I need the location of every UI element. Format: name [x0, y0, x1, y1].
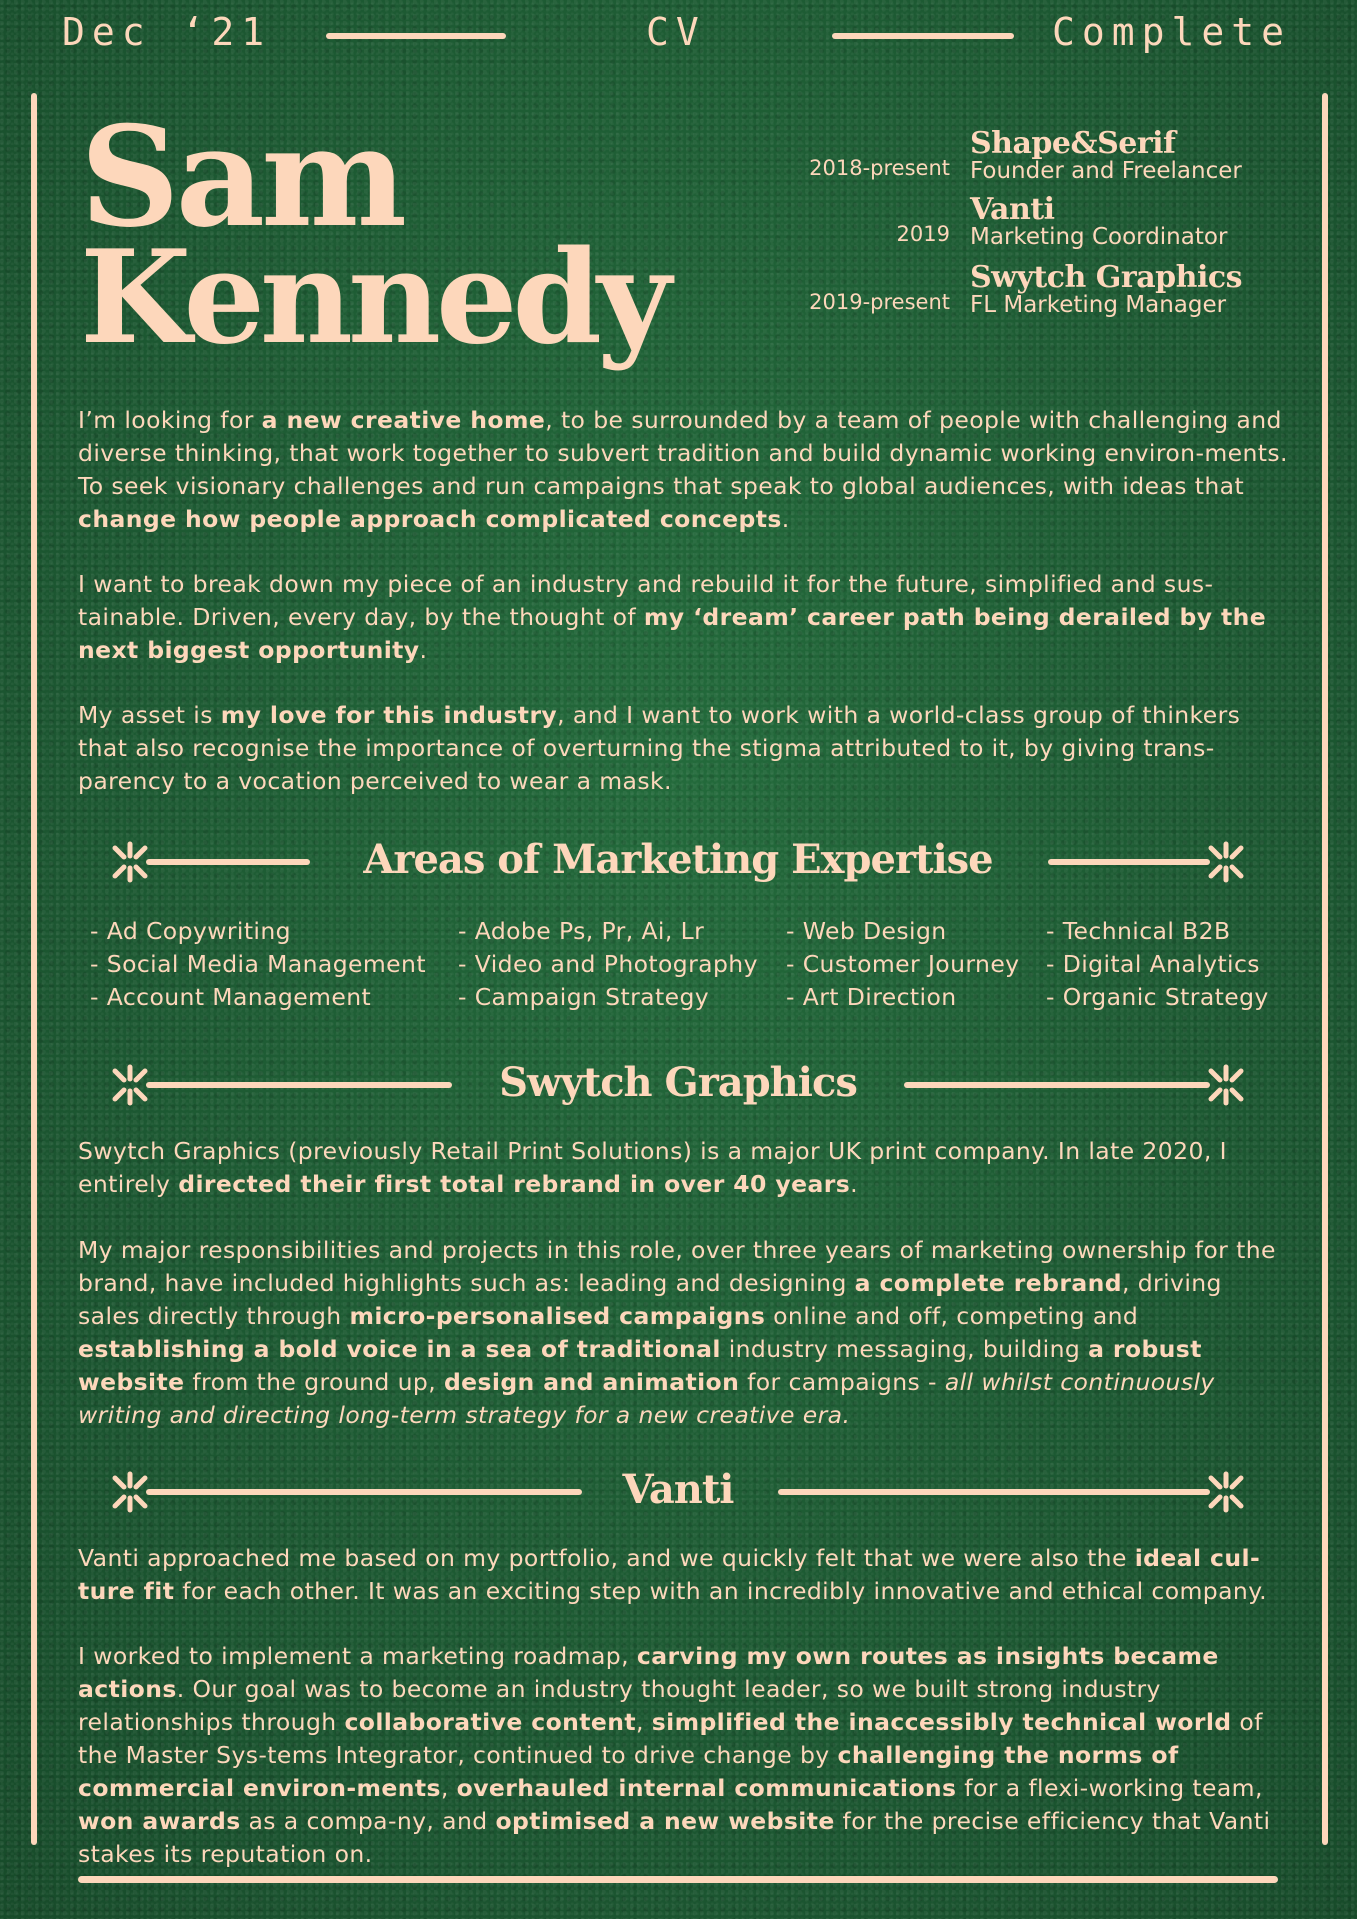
job-company: Swytch Graphics	[970, 260, 1243, 295]
text-emphasis: a new creative home	[261, 406, 546, 434]
list-item: - Ad Copywriting	[90, 917, 291, 945]
sparkle-icon	[1206, 840, 1246, 884]
job-entry	[700, 128, 1260, 190]
text-emphasis: my ‘dream’ career path being derailed by the next biggest opportunity	[78, 603, 1267, 664]
list-item: - Adobe Ps, Pr, Ai, Lr	[458, 917, 705, 945]
text-emphasis: simplified the inaccessibly technical world	[651, 1708, 1232, 1736]
vanti-paragraph-2	[78, 1640, 1288, 1871]
intro-paragraph-1	[78, 404, 1288, 536]
job-company: Vanti	[970, 192, 1055, 227]
text-emphasis: collaborative content	[344, 1708, 636, 1736]
job-role: Marketing Coordinator	[970, 224, 1228, 250]
job-role: FL Marketing Manager	[970, 292, 1227, 318]
skills-list	[90, 915, 1290, 1015]
section-title: Areas of Marketing Expertise	[363, 836, 993, 883]
text-run: . Our goal was to become an industry thought leader, so we built strong industry relationships through	[78, 1675, 1161, 1736]
skills-column	[458, 915, 758, 1014]
sparkle-icon	[1206, 1470, 1246, 1514]
job-entry	[700, 194, 1260, 256]
list-item: - Art Direction	[786, 983, 957, 1011]
job-years: 2019-present	[809, 290, 950, 314]
frame-bottom-line	[78, 1876, 1278, 1883]
text-emphasis: optimised a new website	[495, 1807, 835, 1835]
text-emphasis: design and animation	[443, 1368, 740, 1396]
job-role: Founder and Freelancer	[970, 158, 1242, 184]
text-run: Vanti approached me based on my portfolio, and we quickly felt that we were also the	[78, 1544, 1135, 1572]
text-run: for each other. It was an exciting step with an incredibly innovative and ethical company.	[174, 1577, 1268, 1605]
text-emphasis: overhauled internal communications	[456, 1774, 957, 1802]
text-emphasis: establishing a bold voice in a sea of traditional	[78, 1335, 721, 1363]
list-item: - Social Media Management	[90, 950, 426, 978]
text-run: ,	[440, 1774, 457, 1802]
skills-column	[786, 915, 1019, 1014]
text-run: .	[781, 505, 790, 533]
text-run: from the ground up,	[184, 1368, 444, 1396]
top-divider-right	[832, 33, 1014, 39]
text-run: for a flexi-working team,	[956, 1774, 1263, 1802]
skills-column	[90, 915, 426, 1014]
section-title: Vanti	[622, 1466, 734, 1513]
text-run: .	[419, 636, 428, 664]
date-label: Dec ‘21	[62, 10, 272, 54]
text-emphasis: challenging the norms of commercial environ-ments	[78, 1741, 1179, 1802]
first-name: Sam	[80, 95, 404, 258]
text-emphasis: change how people approach complicated concepts	[78, 505, 782, 533]
swytch-paragraph-2	[78, 1234, 1288, 1432]
page-title	[80, 95, 667, 373]
list-item: - Campaign Strategy	[458, 983, 710, 1011]
list-item: - Web Design	[786, 917, 947, 945]
list-item: - Organic Strategy	[1046, 983, 1269, 1011]
text-italic: all whilst continuously writing and directing long-term strategy for a new creative era.	[78, 1368, 1215, 1429]
text-run: for the precise efficiency that Vanti stakes its reputation on.	[78, 1807, 1271, 1868]
swytch-paragraph-1	[78, 1135, 1288, 1201]
section-heading-vanti	[110, 1462, 1246, 1522]
list-item: - Account Management	[90, 983, 372, 1011]
list-item: - Customer Journey	[786, 950, 1020, 978]
text-run: I worked to implement a marketing roadmap,	[78, 1642, 637, 1670]
text-run: for campaigns -	[739, 1368, 945, 1396]
job-years: 2018-present	[809, 156, 950, 180]
last-name: Kennedy	[80, 223, 667, 373]
vanti-paragraph-1	[78, 1542, 1288, 1608]
intro-paragraph-3	[78, 699, 1288, 798]
job-company: Shape&Serif	[970, 126, 1176, 161]
text-run: My asset is	[78, 701, 221, 729]
text-run: , and I want to work with a world-class group of thinkers that also recognise the importance of overturning the stigma attributed to it, by giving trans-parency to a vocation perceived to wear a mask.	[78, 701, 1241, 795]
text-emphasis: directed their first total rebrand in over 40 years	[178, 1170, 851, 1198]
heading-rule-right	[1048, 859, 1210, 865]
text-run: Swytch Graphics (previously Retail Print Solutions) is a major UK print company. In late 2020, I entirely	[78, 1137, 1227, 1198]
frame-left-line	[31, 93, 37, 1845]
section-heading-expertise	[110, 832, 1246, 892]
intro-paragraph-2	[78, 568, 1288, 667]
top-divider-left	[326, 33, 506, 39]
text-run: industry messaging, building	[720, 1335, 1089, 1363]
text-emphasis: micro-personalised campaigns	[349, 1302, 766, 1330]
status-label: Complete	[1052, 10, 1292, 54]
text-emphasis: a complete rebrand	[854, 1269, 1122, 1297]
text-run: ,	[635, 1708, 652, 1736]
list-item: - Technical B2B	[1046, 917, 1231, 945]
text-run: I want to break down my piece of an industry and rebuild it for the future, simplified and sus-tainable. Driven, every day, by the thought of	[78, 570, 1214, 631]
text-emphasis: won awards	[78, 1807, 241, 1835]
text-run: My major responsibilities and projects in this role, over three years of marketing ownership for the brand, have included highlights such as: leading and designing	[78, 1236, 1276, 1297]
text-run: .	[850, 1170, 858, 1198]
text-run: , driving sales directly through	[78, 1269, 1222, 1330]
job-entry	[700, 262, 1260, 324]
text-emphasis: ideal cul-ture fit	[78, 1544, 1261, 1605]
sparkle-icon	[1206, 1063, 1246, 1107]
text-run: , to be surrounded by a team of people with challenging and diverse thinking, that work together to subvert tradition and build dynamic working environ-ments. To seek visionary challenges and run campaigns that speak to global audiences, with ideas that	[78, 406, 1288, 500]
job-years: 2019	[896, 222, 950, 246]
frame-right-line	[1322, 93, 1328, 1845]
heading-rule-right	[778, 1489, 1210, 1495]
text-emphasis: my love for this industry	[220, 701, 558, 729]
text-run: I’m looking for	[78, 406, 262, 434]
text-run: of the Master Sys-tems Integrator, continued to drive change by	[78, 1708, 1263, 1769]
top-bar	[0, 0, 1357, 70]
text-run: as a compa-ny, and	[240, 1807, 496, 1835]
section-heading-swytch	[110, 1055, 1246, 1115]
text-emphasis: carving my own routes as insights became actions	[78, 1642, 1219, 1703]
list-item: - Video and Photography	[458, 950, 758, 978]
text-emphasis: a robust website	[78, 1335, 1202, 1396]
text-run: online and off, competing and	[765, 1302, 1139, 1330]
heading-rule-right	[904, 1082, 1210, 1088]
list-item: - Digital Analytics	[1046, 950, 1260, 978]
section-title: Swytch Graphics	[499, 1059, 857, 1106]
cv-label: CV	[646, 10, 706, 54]
skills-column	[1046, 915, 1269, 1014]
